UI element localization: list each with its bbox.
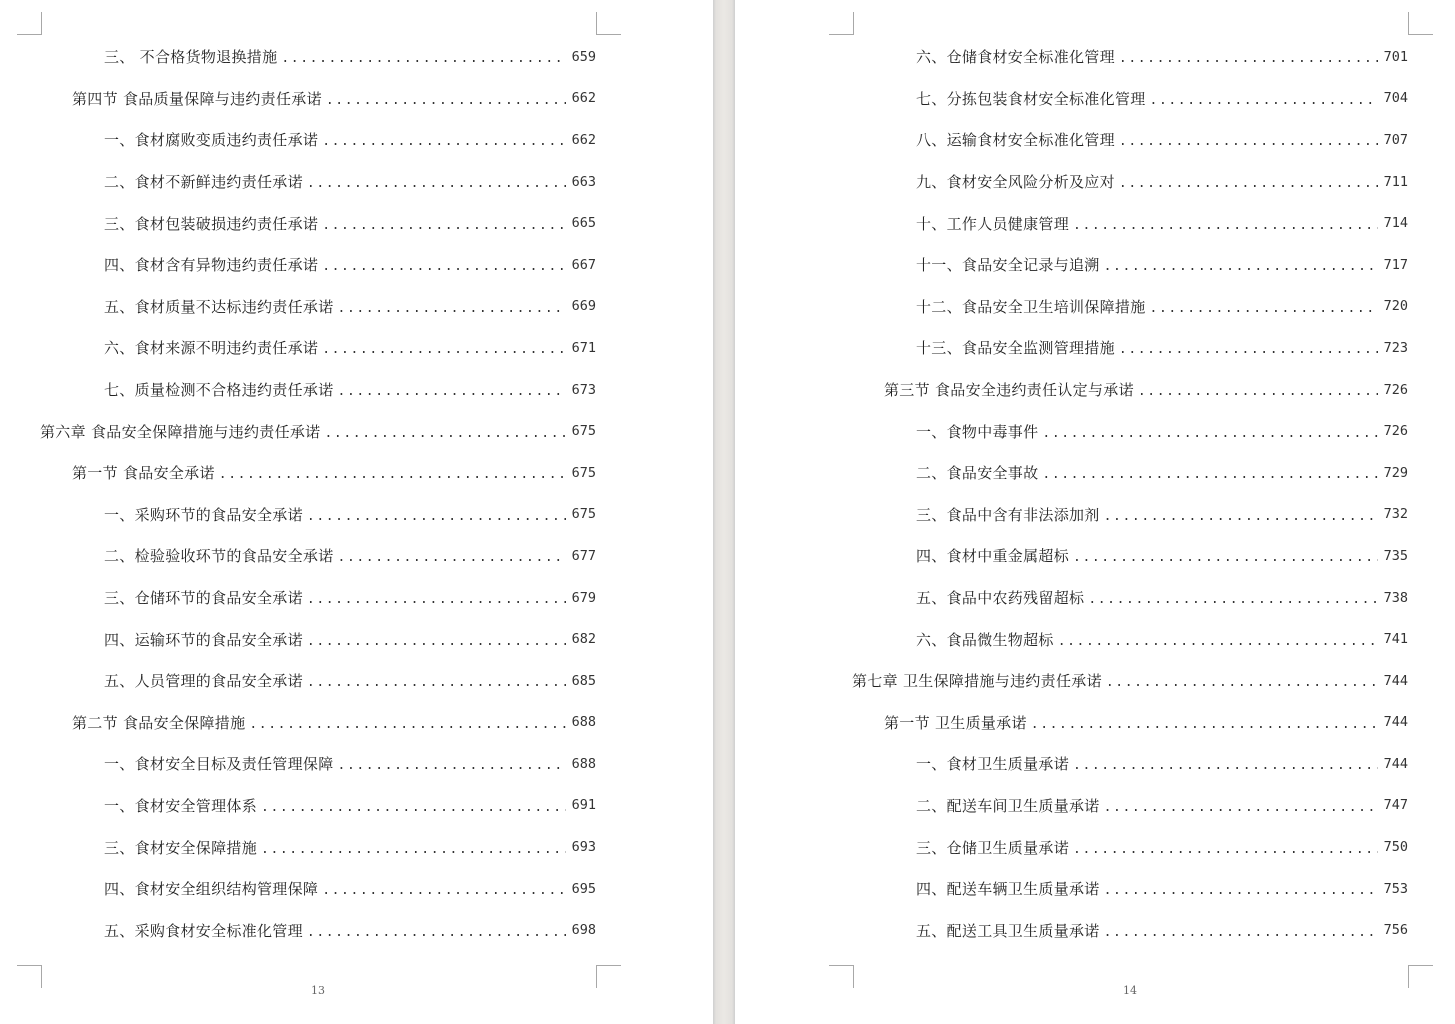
toc-entry-page-number: 704 <box>1383 90 1408 107</box>
toc-entry[interactable] <box>0 410 596 452</box>
toc-entry-page-number: 744 <box>1383 672 1408 689</box>
toc-entry[interactable] <box>735 202 1408 244</box>
dot-leader <box>1031 717 1378 732</box>
toc-entry-page-number: 675 <box>571 506 596 523</box>
dot-leader <box>1073 758 1378 773</box>
dot-leader <box>1150 301 1378 316</box>
toc-entry[interactable] <box>735 577 1408 619</box>
toc-entry-page-number: 729 <box>1383 464 1408 481</box>
toc-entry-page-number: 732 <box>1383 506 1408 523</box>
dot-leader <box>1104 259 1378 274</box>
dot-leader <box>1119 51 1378 66</box>
dot-leader <box>1073 550 1378 565</box>
toc-entry[interactable] <box>0 868 596 910</box>
table-of-contents <box>0 36 596 951</box>
toc-entry-title: 三、仓储环节的食品安全承诺 <box>104 589 303 608</box>
dot-leader <box>1106 675 1378 690</box>
toc-entry-title: 五、食品中农药残留超标 <box>916 589 1085 608</box>
dot-leader <box>338 301 566 316</box>
toc-entry[interactable] <box>735 826 1408 868</box>
toc-entry[interactable] <box>735 78 1408 120</box>
toc-entry-title: 第四节 食品质量保障与违约责任承诺 <box>72 89 322 108</box>
dot-leader <box>1088 592 1377 607</box>
toc-entry-title: 八、运输食材安全标准化管理 <box>916 131 1115 150</box>
toc-entry-title: 四、食材中重金属超标 <box>916 547 1070 566</box>
toc-entry-title: 三、食材包装破损违约责任承诺 <box>104 214 319 233</box>
toc-entry[interactable] <box>735 743 1408 785</box>
dot-leader <box>1042 426 1377 441</box>
toc-entry-page-number: 711 <box>1383 173 1408 190</box>
toc-entry[interactable] <box>0 119 596 161</box>
document-page-right <box>735 0 1455 1024</box>
toc-entry-page-number: 744 <box>1383 755 1408 772</box>
dot-leader <box>1119 134 1378 149</box>
toc-entry[interactable] <box>0 826 596 868</box>
toc-entry[interactable] <box>0 535 596 577</box>
toc-entry-page-number: 663 <box>571 173 596 190</box>
toc-entry-title: 四、运输环节的食品安全承诺 <box>104 630 303 649</box>
toc-entry-title: 第一节 卫生质量承诺 <box>884 713 1027 732</box>
toc-entry-title: 三、食品中含有非法添加剂 <box>916 505 1100 524</box>
toc-entry[interactable] <box>735 36 1408 78</box>
toc-entry[interactable] <box>735 702 1408 744</box>
toc-entry-title: 第六章 食品安全保障措施与违约责任承诺 <box>40 422 321 441</box>
table-of-contents <box>735 36 1408 951</box>
toc-entry-page-number: 698 <box>571 922 596 939</box>
toc-entry-title: 二、配送车间卫生质量承诺 <box>916 796 1100 815</box>
toc-entry[interactable] <box>735 909 1408 951</box>
toc-entry-page-number: 675 <box>571 423 596 440</box>
toc-entry[interactable] <box>735 119 1408 161</box>
dot-leader <box>307 675 566 690</box>
toc-entry-page-number: 726 <box>1383 381 1408 398</box>
dot-leader <box>307 176 566 191</box>
toc-entry-title: 七、分拣包装食材安全标准化管理 <box>916 89 1146 108</box>
toc-entry[interactable] <box>0 327 596 369</box>
toc-entry-title: 六、食材来源不明违约责任承诺 <box>104 339 319 358</box>
dot-leader <box>1042 467 1377 482</box>
toc-entry[interactable] <box>0 286 596 328</box>
toc-entry-page-number: 695 <box>571 880 596 897</box>
dot-leader <box>307 509 566 524</box>
dot-leader <box>326 93 566 108</box>
toc-entry-title: 九、食材安全风险分析及应对 <box>916 173 1115 192</box>
page-number: 13 <box>311 984 325 997</box>
toc-entry-page-number: 677 <box>571 547 596 564</box>
toc-entry[interactable] <box>735 535 1408 577</box>
dot-leader <box>1119 176 1378 191</box>
toc-entry-title: 十、工作人员健康管理 <box>916 214 1070 233</box>
dot-leader <box>261 800 566 815</box>
dot-leader <box>1073 842 1378 857</box>
toc-entry-page-number: 662 <box>571 131 596 148</box>
toc-entry[interactable] <box>0 452 596 494</box>
toc-entry-title: 七、质量检测不合格违约责任承诺 <box>104 381 334 400</box>
dot-leader <box>1119 342 1378 357</box>
toc-entry-page-number: 675 <box>571 464 596 481</box>
toc-entry-page-number: 717 <box>1383 256 1408 273</box>
margin-corner-mark <box>596 12 621 35</box>
toc-entry-page-number: 744 <box>1383 714 1408 731</box>
toc-entry[interactable] <box>0 369 596 411</box>
dot-leader <box>249 717 565 732</box>
toc-entry-title: 四、食材安全组织结构管理保障 <box>104 880 319 899</box>
toc-entry[interactable] <box>0 161 596 203</box>
margin-corner-mark <box>829 12 854 35</box>
toc-entry-page-number: 685 <box>571 672 596 689</box>
dot-leader <box>307 592 566 607</box>
dot-leader <box>261 842 566 857</box>
toc-entry[interactable] <box>735 618 1408 660</box>
toc-entry-title: 五、采购食材安全标准化管理 <box>104 921 303 940</box>
toc-entry[interactable] <box>735 369 1408 411</box>
toc-entry-page-number: 659 <box>571 48 596 65</box>
dot-leader <box>322 259 565 274</box>
toc-entry-title: 一、食材卫生质量承诺 <box>916 755 1070 774</box>
toc-entry-title: 一、采购环节的食品安全承诺 <box>104 505 303 524</box>
toc-entry-title: 四、食材含有异物违约责任承诺 <box>104 256 319 275</box>
toc-entry[interactable] <box>735 327 1408 369</box>
toc-entry-title: 三、 不合格货物退换措施 <box>104 48 278 67</box>
toc-entry[interactable] <box>735 161 1408 203</box>
page-gutter <box>713 0 735 1024</box>
toc-entry-title: 十三、食品安全监测管理措施 <box>916 339 1115 358</box>
toc-entry-title: 三、食材安全保障措施 <box>104 838 258 857</box>
dot-leader <box>307 634 566 649</box>
toc-entry[interactable] <box>735 244 1408 286</box>
toc-entry-title: 三、仓储卫生质量承诺 <box>916 838 1070 857</box>
toc-entry-title: 一、食材安全管理体系 <box>104 796 258 815</box>
margin-corner-mark <box>1408 965 1433 988</box>
toc-entry[interactable] <box>0 743 596 785</box>
toc-entry-page-number: 679 <box>571 589 596 606</box>
toc-entry[interactable] <box>735 410 1408 452</box>
dot-leader <box>1104 925 1378 940</box>
dot-leader <box>307 925 566 940</box>
margin-corner-mark <box>596 965 621 988</box>
dot-leader <box>219 467 566 482</box>
dot-leader <box>1104 800 1378 815</box>
toc-entry[interactable] <box>0 909 596 951</box>
margin-corner-mark <box>17 12 42 35</box>
toc-entry-page-number: 747 <box>1383 797 1408 814</box>
toc-entry-page-number: 735 <box>1383 547 1408 564</box>
toc-entry-title: 四、配送车辆卫生质量承诺 <box>916 880 1100 899</box>
toc-entry-title: 十二、食品安全卫生培训保障措施 <box>916 297 1146 316</box>
toc-entry-title: 二、食品安全事故 <box>916 464 1039 483</box>
toc-entry[interactable] <box>0 244 596 286</box>
toc-entry[interactable] <box>0 78 596 120</box>
page-number: 14 <box>1123 984 1137 997</box>
dot-leader <box>1073 218 1378 233</box>
toc-entry-title: 一、食材腐败变质违约责任承诺 <box>104 131 319 150</box>
toc-entry[interactable] <box>735 452 1408 494</box>
dot-leader <box>338 384 566 399</box>
dot-leader <box>1138 384 1378 399</box>
toc-entry-title: 一、食物中毒事件 <box>916 422 1039 441</box>
toc-entry[interactable] <box>0 36 596 78</box>
dot-leader <box>1104 883 1378 898</box>
dot-leader <box>1104 509 1378 524</box>
toc-entry-page-number: 738 <box>1383 589 1408 606</box>
dot-leader <box>324 426 565 441</box>
toc-entry[interactable] <box>0 785 596 827</box>
toc-entry-page-number: 667 <box>571 256 596 273</box>
toc-entry[interactable] <box>735 494 1408 536</box>
toc-entry-title: 五、人员管理的食品安全承诺 <box>104 672 303 691</box>
toc-entry-title: 第二节 食品安全保障措施 <box>72 713 246 732</box>
toc-entry-page-number: 673 <box>571 381 596 398</box>
toc-entry-page-number: 665 <box>571 215 596 232</box>
toc-entry-page-number: 691 <box>571 797 596 814</box>
toc-entry-page-number: 720 <box>1383 298 1408 315</box>
toc-entry-title: 十一、食品安全记录与追溯 <box>916 256 1100 275</box>
toc-entry-title: 五、配送工具卫生质量承诺 <box>916 921 1100 940</box>
toc-entry-title: 二、食材不新鲜违约责任承诺 <box>104 173 303 192</box>
dot-leader <box>281 51 565 66</box>
margin-corner-mark <box>17 965 42 988</box>
toc-entry-page-number: 662 <box>571 90 596 107</box>
toc-entry-page-number: 756 <box>1383 922 1408 939</box>
dot-leader <box>322 883 565 898</box>
toc-entry-title: 五、食材质量不达标违约责任承诺 <box>104 297 334 316</box>
toc-entry-page-number: 726 <box>1383 423 1408 440</box>
toc-entry-page-number: 682 <box>571 631 596 648</box>
toc-entry-title: 一、食材安全目标及责任管理保障 <box>104 755 334 774</box>
toc-entry-title: 六、食品微生物超标 <box>916 630 1054 649</box>
dot-leader <box>322 134 565 149</box>
toc-entry-page-number: 723 <box>1383 339 1408 356</box>
toc-entry-page-number: 714 <box>1383 215 1408 232</box>
toc-entry-page-number: 693 <box>571 839 596 856</box>
toc-entry[interactable] <box>0 494 596 536</box>
document-page-left <box>0 0 713 1024</box>
margin-corner-mark <box>829 965 854 988</box>
toc-entry[interactable] <box>0 577 596 619</box>
dot-leader <box>1058 634 1378 649</box>
toc-entry[interactable] <box>0 660 596 702</box>
toc-entry-page-number: 707 <box>1383 131 1408 148</box>
toc-entry-page-number: 669 <box>571 298 596 315</box>
toc-entry[interactable] <box>735 785 1408 827</box>
toc-entry-page-number: 750 <box>1383 839 1408 856</box>
toc-entry[interactable] <box>0 618 596 660</box>
dot-leader <box>322 342 565 357</box>
margin-corner-mark <box>1408 12 1433 35</box>
dot-leader <box>338 550 566 565</box>
toc-entry-page-number: 701 <box>1383 48 1408 65</box>
toc-entry-title: 第七章 卫生保障措施与违约责任承诺 <box>852 672 1102 691</box>
dot-leader <box>322 218 565 233</box>
dot-leader <box>1150 93 1378 108</box>
toc-entry-title: 第三节 食品安全违约责任认定与承诺 <box>884 381 1134 400</box>
toc-entry[interactable] <box>0 702 596 744</box>
toc-entry[interactable] <box>0 202 596 244</box>
toc-entry[interactable] <box>735 286 1408 328</box>
toc-entry-page-number: 741 <box>1383 631 1408 648</box>
toc-entry-page-number: 688 <box>571 714 596 731</box>
toc-entry-page-number: 671 <box>571 339 596 356</box>
toc-entry[interactable] <box>735 868 1408 910</box>
toc-entry-title: 第一节 食品安全承诺 <box>72 464 215 483</box>
toc-entry-title: 二、检验验收环节的食品安全承诺 <box>104 547 334 566</box>
toc-entry-title: 六、仓储食材安全标准化管理 <box>916 48 1115 67</box>
dot-leader <box>338 758 566 773</box>
toc-entry[interactable] <box>735 660 1408 702</box>
toc-entry-page-number: 753 <box>1383 880 1408 897</box>
toc-entry-page-number: 688 <box>571 755 596 772</box>
